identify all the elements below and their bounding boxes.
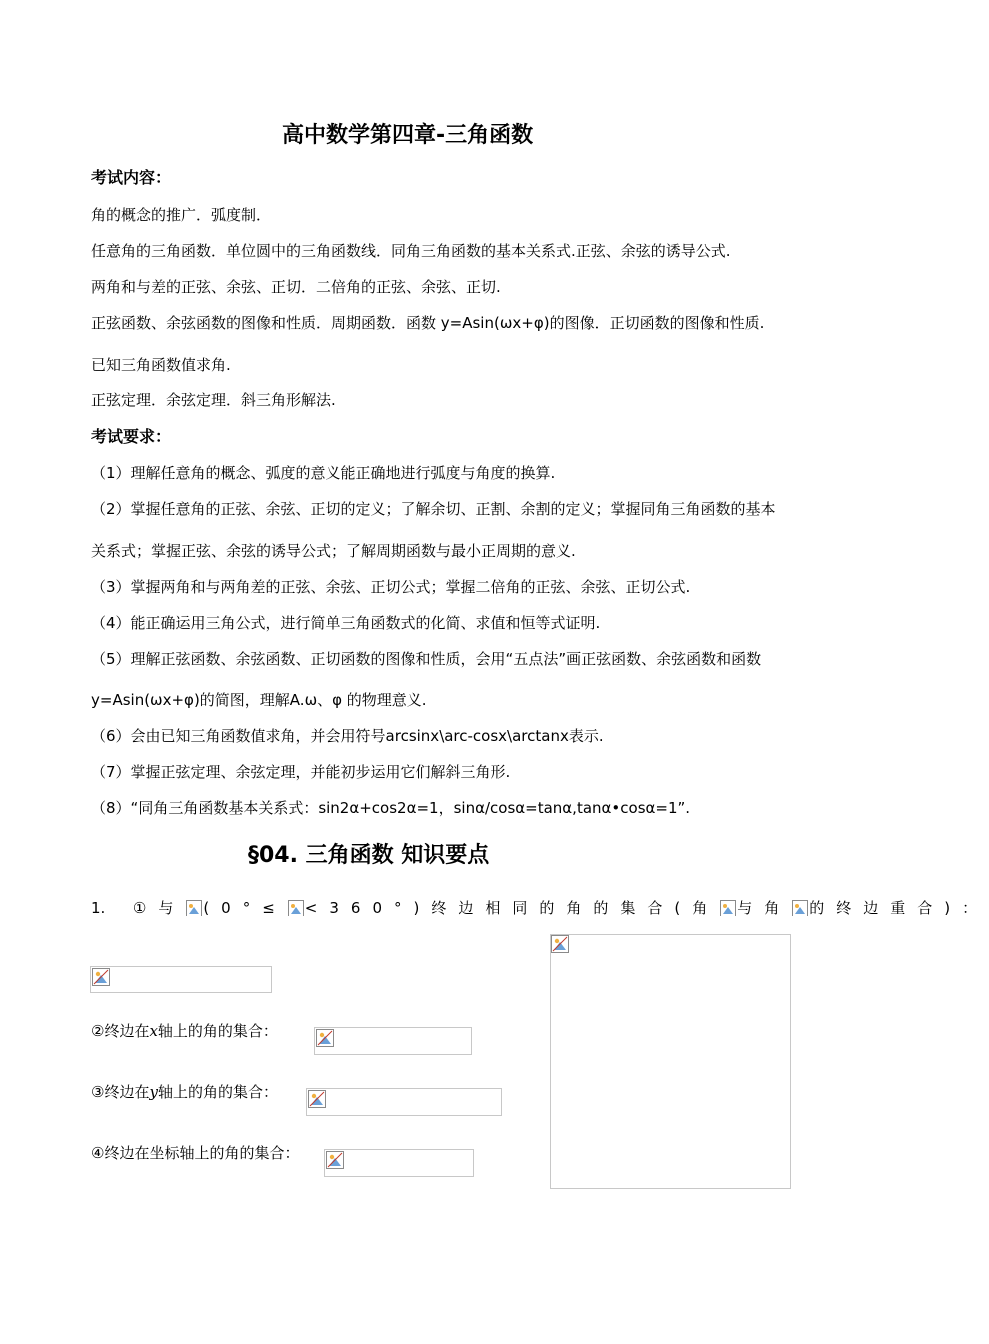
exam-content-line: 正弦定理．余弦定理．斜三角形解法. [91, 391, 336, 409]
broken-image-icon [308, 1090, 326, 1108]
axis-variable: x [149, 1022, 158, 1040]
broken-image-icon [551, 935, 569, 953]
figure-placeholder [550, 934, 791, 1189]
exam-content-line: 角的概念的推广．弧度制． [91, 206, 272, 224]
section-title: §04. 三角函数 知识要点 [248, 843, 490, 868]
exam-content-heading: 考试内容： [91, 168, 172, 187]
broken-image-icon [792, 900, 808, 916]
knowledge-item-4: ④终边在坐标轴上的角的集合： [91, 1144, 300, 1162]
formula-placeholder [90, 966, 272, 993]
knowledge-item-1 [91, 898, 989, 918]
formula-placeholder [314, 1027, 472, 1055]
exam-content-line: 正弦函数、余弦函数的图像和性质．周期函数．函数 y=Asin(ωx+φ)的图像．正切函数的图像和性质. [91, 314, 765, 332]
item-text: 与角 [737, 899, 792, 917]
requirement-line: （4）能正确运用三角公式，进行简单三角函数式的化简、求值和恒等式证明. [91, 614, 601, 632]
item-text: (0°≤ [203, 899, 287, 917]
broken-image-icon [720, 900, 736, 916]
requirement-line: （8）“同角三角函数基本关系式：sin2α+cos2α=1，sinα/cosα=tanα,tanα•cosα=1”. [91, 799, 691, 817]
item-text: 轴上的角的集合： [157, 1022, 278, 1040]
formula-placeholder [306, 1088, 502, 1116]
item-text: ③终边在 [91, 1083, 150, 1101]
exam-content-line: 已知三角函数值求角. [91, 356, 231, 374]
formula-placeholder [324, 1149, 474, 1177]
broken-image-icon [288, 900, 304, 916]
requirement-line: （6）会由已知三角函数值求角，并会用符号arcsinx\arc-cosx\arctanx表示. [91, 727, 604, 745]
item-text: 的终边重合)： [809, 899, 989, 917]
item-text: ②终边在 [91, 1022, 150, 1040]
broken-image-icon [316, 1029, 334, 1047]
requirement-line: （7）掌握正弦定理、余弦定理，并能初步运用它们解斜三角形. [91, 763, 511, 781]
requirement-line: （5）理解正弦函数、余弦函数、正切函数的图像和性质，会用“五点法”画正弦函数、余弦函数和函数 [91, 650, 762, 668]
broken-image-icon [92, 968, 110, 986]
item-text: 终边相同的角的集合(角 [431, 899, 720, 917]
requirement-line: （3）掌握两角和与两角差的正弦、余弦、正切公式；掌握二倍角的正弦、余弦、正切公式. [91, 578, 691, 596]
knowledge-item-2 [91, 1021, 278, 1041]
broken-image-icon [186, 900, 202, 916]
requirement-line: （1）理解任意角的概念、弧度的意义能正确地进行弧度与角度的换算. [91, 464, 556, 482]
knowledge-item-3 [91, 1082, 278, 1102]
item-text: 轴上的角的集合： [157, 1083, 278, 1101]
item-number: 1. [91, 899, 106, 917]
broken-image-icon [326, 1151, 344, 1169]
item-text: <360°) [304, 899, 432, 917]
page-title: 高中数学第四章-三角函数 [282, 123, 534, 148]
requirement-line: 关系式；掌握正弦、余弦的诱导公式；了解周期函数与最小正周期的意义. [91, 542, 576, 560]
item-text: ①与 [132, 899, 186, 917]
exam-requirements-heading: 考试要求： [91, 427, 172, 446]
axis-variable: y [149, 1083, 158, 1101]
exam-content-line: 两角和与差的正弦、余弦、正切．二倍角的正弦、余弦、正切. [91, 278, 501, 296]
exam-content-line: 任意角的三角函数．单位圆中的三角函数线．同角三角函数的基本关系式.正弦、余弦的诱导公式. [91, 242, 731, 260]
requirement-line: y=Asin(ωx+φ)的简图，理解A.ω、φ 的物理意义. [91, 691, 427, 709]
requirement-line: （2）掌握任意角的正弦、余弦、正切的定义；了解余切、正割、余割的定义；掌握同角三角函数的基本 [91, 500, 776, 518]
